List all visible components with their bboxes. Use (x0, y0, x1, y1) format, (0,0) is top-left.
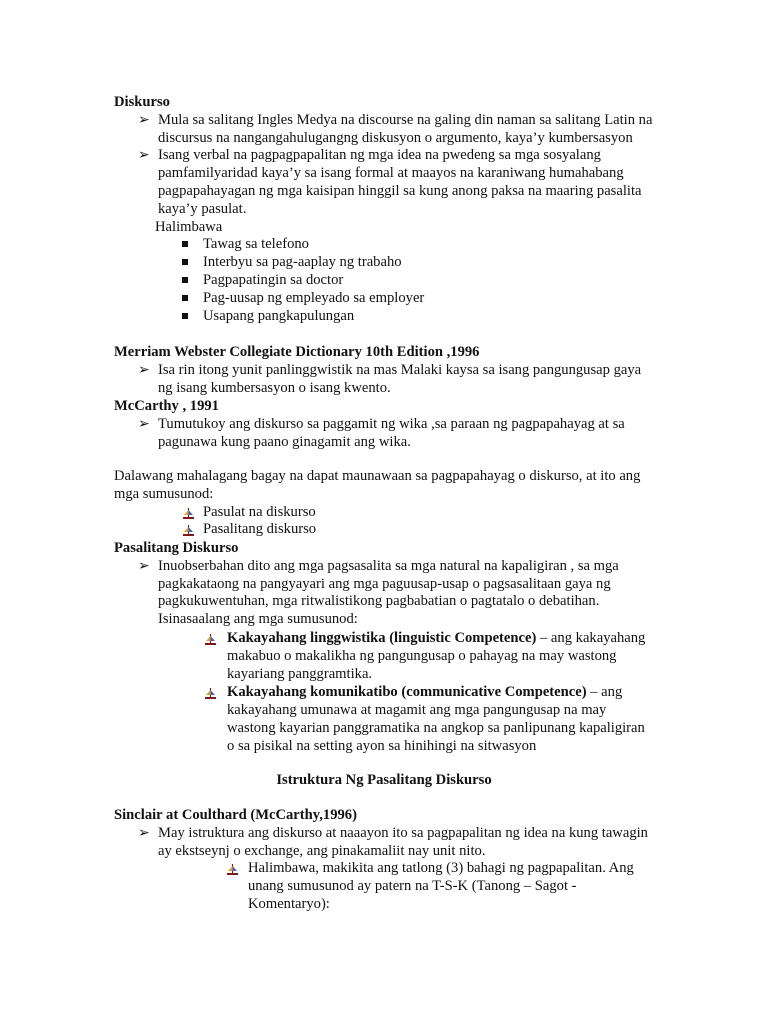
competence-text: – ang kakayahang umunawa at magamit ang mga pangungusap na may wastong kayarian panggramatika na angkop sa panlipunang kapaligiran o sa pisikal na setting ayon sa hinihingi na sitwasyon (227, 684, 645, 754)
section-dalawang-bagay (114, 468, 654, 539)
flag-list-text: Pasalitang diskurso (203, 521, 317, 538)
sub-text: Halimbawa, makikita ang tatlong (3) bahagi ng pagpapalitan. Ang unang sumusunod ay patern na T-S-K (Tanong – Sagot - Komentaryo): (248, 860, 634, 912)
sub-item (114, 860, 654, 913)
square-bullet-icon (182, 295, 188, 301)
flag-bullet-icon (226, 863, 239, 875)
heading-sinclair: Sinclair at Coulthard (McCarthy,1996) (114, 807, 357, 823)
bullet-text: Mula sa salitang Ingles Medya na discourse na galing din naman sa salitang Latin na discursus na nangangahulugangng diskusyon o argumento, kaya’y kumbersasyon (158, 111, 653, 146)
bullet-text: Inuobserbahan dito ang mga pagsasalita sa mga natural na kapaligiran , sa mga pagkakataong na pangyayari ang mga paguusap-usap o pagsasalitaan gaya ng pagkukuwentuhan, mga ritwalistikong pagbabatian o pagtatalo o debatihan. Isinasaalang ang mga sumusunod: (158, 557, 619, 628)
example-text: Tawag sa telefono (203, 236, 309, 253)
arrow-bullet-icon: ➢ (138, 825, 150, 841)
bullet-text: Tumutukoy ang diskurso sa paggamit ng wika ,sa paraan ng pagpapahayag at sa pagunawa kung paano ginagamit ang wika. (158, 415, 625, 450)
section-merriam-webster (114, 344, 654, 397)
example-item (114, 272, 654, 290)
heading-pasalitang-diskurso: Pasalitang Diskurso (114, 540, 239, 556)
bullet-text: Isang verbal na pagpagpapalitan ng mga idea na pwedeng sa mga sosyalang pamfamilyaridad kaya’y sa isang formal at maayos na karaniwang humahabang pagpapahayagan ng mga kaisipan hinggil sa kung anong paksa na maaring pasalita kaya’y pasulat. (158, 147, 642, 217)
flag-bullet-icon (182, 507, 195, 519)
heading-diskurso: Diskurso (114, 94, 170, 110)
bullet-item (114, 558, 654, 629)
flag-bullet-icon (204, 633, 217, 645)
arrow-bullet-icon: ➢ (138, 362, 150, 378)
section-diskurso (114, 94, 654, 325)
arrow-bullet-icon: ➢ (138, 148, 150, 164)
competence-item (114, 630, 654, 683)
section-mccarthy (114, 398, 654, 451)
section-title: Istruktura Ng Pasalitang Diskurso (276, 772, 492, 788)
arrow-bullet-icon: ➢ (138, 416, 150, 432)
flag-list-item (114, 504, 654, 522)
example-text: Interbyu sa pag-aaplay ng trabaho (203, 254, 402, 271)
example-text: Pag-uusap ng empleyado sa employer (203, 289, 425, 306)
bullet-text: Isa rin itong yunit panlinggwistik na mas Malaki kaysa sa isang pangungusap gaya ng isang kumbersasyon o isang kwento. (158, 361, 642, 396)
example-item (114, 308, 654, 326)
square-bullet-icon (182, 313, 188, 319)
square-bullet-icon (182, 241, 188, 247)
example-item (114, 290, 654, 308)
bullet-item (114, 825, 654, 861)
example-label: Halimbawa (155, 218, 223, 235)
square-bullet-icon (182, 259, 188, 265)
bullet-item (114, 147, 654, 218)
arrow-bullet-icon: ➢ (138, 112, 150, 128)
bullet-text: May istruktura ang diskurso at naaayon ito sa pagpapalitan ng idea na kung tawagin ay ekstseynj o exchange, ang pinakamaliit nay unit nito. (158, 824, 648, 859)
bullet-item (114, 416, 654, 452)
flag-bullet-icon (182, 524, 195, 536)
competence-text: – ang kakayahang makabuo o makalikha ng pangungusap o pahayag na may wastong kayariang panggramtika. (227, 629, 646, 682)
heading-mccarthy: McCarthy , 1991 (114, 398, 219, 414)
square-bullet-icon (182, 277, 188, 283)
example-item (114, 236, 654, 254)
example-text: Usapang pangkapulungan (203, 307, 355, 324)
example-text: Pagpapatingin sa doctor (203, 271, 344, 288)
section-istruktura (114, 772, 654, 790)
section-sinclair (114, 807, 654, 914)
section-pasalitang-diskurso (114, 540, 654, 756)
example-item (114, 254, 654, 272)
flag-list-text: Pasulat na diskurso (203, 503, 316, 520)
heading-merriam-webster: Merriam Webster Collegiate Dictionary 10th Edition ,1996 (114, 344, 480, 360)
competence-item (114, 684, 654, 755)
bullet-item (114, 112, 654, 148)
competence-title: Kakayahang komunikatibo (communicative Competence) (227, 684, 587, 701)
arrow-bullet-icon: ➢ (138, 558, 150, 574)
competence-title: Kakayahang linggwistika (linguistic Competence) (227, 629, 537, 646)
bullet-item (114, 362, 654, 398)
paragraph: Dalawang mahalagang bagay na dapat maunawaan sa pagpapahayag o diskurso, at ito ang mga sumusunod: (114, 468, 641, 502)
flag-bullet-icon (204, 687, 217, 699)
flag-list-item (114, 521, 654, 539)
